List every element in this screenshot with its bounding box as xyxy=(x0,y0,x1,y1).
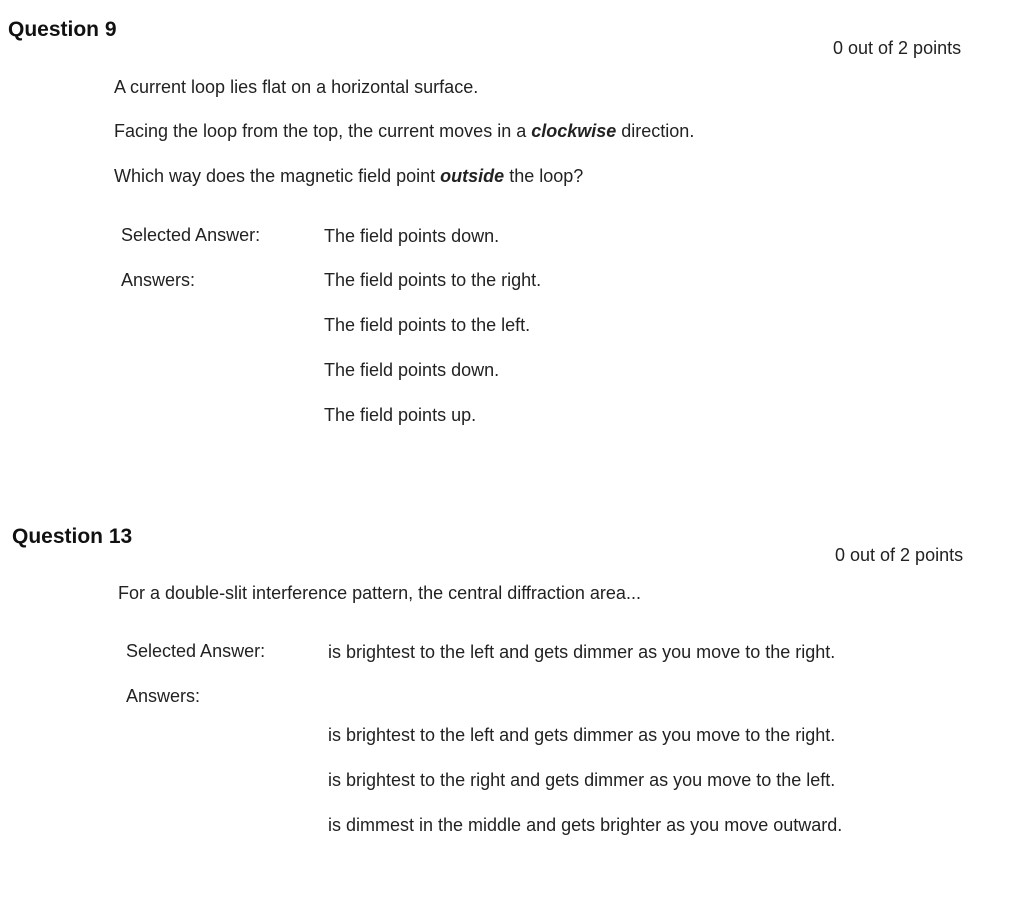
question-9-answer-option: The field points down. xyxy=(324,360,500,380)
question-9-text-line-3 xyxy=(114,166,583,187)
question-13-answer-option: is brightest to the right and gets dimmer as you move to the left. xyxy=(328,770,836,790)
question-9-text-line-1: A current loop lies flat on a horizontal surface. xyxy=(114,77,479,97)
question-9-emphasis-clockwise: clockwise xyxy=(531,121,617,141)
question-13-points: 0 out of 2 points xyxy=(835,545,964,565)
question-9-answers-label: Answers: xyxy=(121,270,196,290)
question-9-selected-answer-label: Selected Answer: xyxy=(121,225,261,245)
question-9-text-line-2 xyxy=(114,121,694,142)
question-9-line-3-start: Which way does the magnetic field point xyxy=(114,166,441,186)
question-9-emphasis-outside: outside xyxy=(440,166,505,186)
question-13-answer-option: is dimmest in the middle and gets brighter as you move outward. xyxy=(328,815,843,835)
question-9-answer-option: The field points to the right. xyxy=(324,270,542,290)
question-13-answers-label: Answers: xyxy=(126,686,201,706)
question-9-selected-answer: The field points down. xyxy=(324,226,500,246)
question-9-points: 0 out of 2 points xyxy=(833,38,962,58)
question-9-line-3-end: the loop? xyxy=(504,166,584,186)
question-9-line-2-end: direction. xyxy=(616,121,695,141)
question-9-title: Question 9 xyxy=(8,18,117,41)
question-9-answer-option: The field points to the left. xyxy=(324,315,531,335)
question-9-answer-option: The field points up. xyxy=(324,405,477,425)
question-13-answer-option: is brightest to the left and gets dimmer as you move to the right. xyxy=(328,725,836,745)
question-9-line-2-start: Facing the loop from the top, the current moves in a xyxy=(114,121,532,141)
question-13-title: Question 13 xyxy=(12,525,133,548)
question-13-selected-answer: is brightest to the left and gets dimmer as you move to the right. xyxy=(328,642,836,662)
question-13-text-line-1: For a double-slit interference pattern, the central diffraction area... xyxy=(118,583,641,603)
question-13-selected-answer-label: Selected Answer: xyxy=(126,641,266,661)
